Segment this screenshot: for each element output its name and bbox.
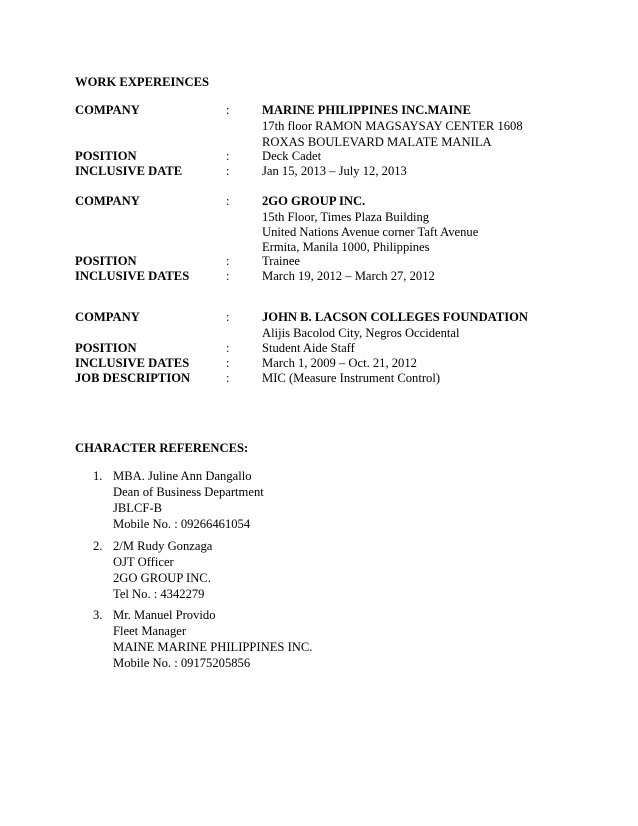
reference-name: MBA. Juline Ann Dangallo bbox=[113, 469, 252, 483]
entry-1-dates-row bbox=[75, 163, 595, 179]
dates-value: March 1, 2009 – Oct. 21, 2012 bbox=[262, 356, 417, 370]
reference-organization: JBLCF-B bbox=[113, 501, 162, 515]
dates-label: INCLUSIVE DATE bbox=[75, 164, 183, 178]
character-references-heading: CHARACTER REFERENCES: bbox=[75, 441, 249, 455]
address-line: 15th Floor, Times Plaza Building bbox=[262, 210, 430, 224]
colon: : bbox=[226, 194, 230, 208]
colon: : bbox=[226, 310, 230, 324]
reference-contact: Tel No. : 4342279 bbox=[113, 587, 205, 601]
company-name: 2GO GROUP INC. bbox=[262, 194, 366, 208]
entry-1-company-row bbox=[75, 102, 595, 118]
entry-2-address-line-2 bbox=[75, 224, 595, 240]
dates-value: March 19, 2012 – March 27, 2012 bbox=[262, 269, 435, 283]
job-description-label: JOB DESCRIPTION bbox=[75, 371, 191, 385]
reference-contact: Mobile No. : 09266461054 bbox=[113, 517, 251, 531]
colon: : bbox=[226, 164, 230, 178]
position-label: POSITION bbox=[75, 341, 137, 355]
address-line: 17th floor RAMON MAGSAYSAY CENTER 1608 bbox=[262, 119, 523, 133]
colon: : bbox=[226, 371, 230, 385]
company-label: COMPANY bbox=[75, 310, 140, 324]
position-value: Trainee bbox=[262, 254, 301, 268]
company-name: MARINE PHILIPPINES INC.MAINE bbox=[262, 103, 471, 117]
entry-1-position-row bbox=[75, 148, 595, 164]
position-value: Student Aide Staff bbox=[262, 341, 355, 355]
position-label: POSITION bbox=[75, 254, 137, 268]
colon: : bbox=[226, 356, 230, 370]
company-label: COMPANY bbox=[75, 103, 140, 117]
reference-item-3 bbox=[93, 607, 393, 671]
reference-title: Dean of Business Department bbox=[113, 485, 264, 499]
address-line: Ermita, Manila 1000, Philippines bbox=[262, 240, 430, 254]
reference-number: 2. bbox=[93, 539, 103, 553]
reference-name: Mr. Manuel Provido bbox=[113, 608, 216, 622]
company-name: JOHN B. LACSON COLLEGES FOUNDATION bbox=[262, 310, 529, 324]
colon: : bbox=[226, 269, 230, 283]
entry-2-dates-row bbox=[75, 268, 595, 284]
company-label: COMPANY bbox=[75, 194, 140, 208]
reference-item-2 bbox=[93, 538, 393, 602]
entry-2-company-row bbox=[75, 193, 595, 209]
address-line: Alijis Bacolod City, Negros Occidental bbox=[262, 326, 460, 340]
reference-name: 2/M Rudy Gonzaga bbox=[113, 539, 213, 553]
reference-title: Fleet Manager bbox=[113, 624, 187, 638]
dates-value: Jan 15, 2013 – July 12, 2013 bbox=[262, 164, 407, 178]
position-label: POSITION bbox=[75, 149, 137, 163]
reference-number: 1. bbox=[93, 469, 103, 483]
entry-3-position-row bbox=[75, 340, 595, 356]
reference-contact: Mobile No. : 09175205856 bbox=[113, 656, 251, 670]
dates-label: INCLUSIVE DATES bbox=[75, 269, 190, 283]
reference-item-1 bbox=[93, 468, 393, 532]
reference-title: OJT Officer bbox=[113, 555, 174, 569]
colon: : bbox=[226, 149, 230, 163]
job-description-value: MIC (Measure Instrument Control) bbox=[262, 371, 441, 385]
dates-label: INCLUSIVE DATES bbox=[75, 356, 190, 370]
position-value: Deck Cadet bbox=[262, 149, 322, 163]
reference-organization: MAINE MARINE PHILIPPINES INC. bbox=[113, 640, 313, 654]
entry-3-company-row bbox=[75, 309, 595, 325]
reference-organization: 2GO GROUP INC. bbox=[113, 571, 211, 585]
colon: : bbox=[226, 254, 230, 268]
address-line: United Nations Avenue corner Taft Avenue bbox=[262, 225, 479, 239]
entry-3-description-row bbox=[75, 370, 595, 386]
colon: : bbox=[226, 103, 230, 117]
colon: : bbox=[226, 341, 230, 355]
entry-2-position-row bbox=[75, 253, 595, 269]
address-line: ROXAS BOULEVARD MALATE MANILA bbox=[262, 135, 492, 149]
entry-3-dates-row bbox=[75, 355, 595, 371]
reference-number: 3. bbox=[93, 608, 103, 622]
entry-3-address-line-1 bbox=[75, 325, 595, 341]
work-experiences-heading: WORK EXPEREINCES bbox=[75, 75, 210, 89]
entry-1-address-line-1 bbox=[75, 118, 595, 134]
entry-2-address-line-1 bbox=[75, 209, 595, 225]
